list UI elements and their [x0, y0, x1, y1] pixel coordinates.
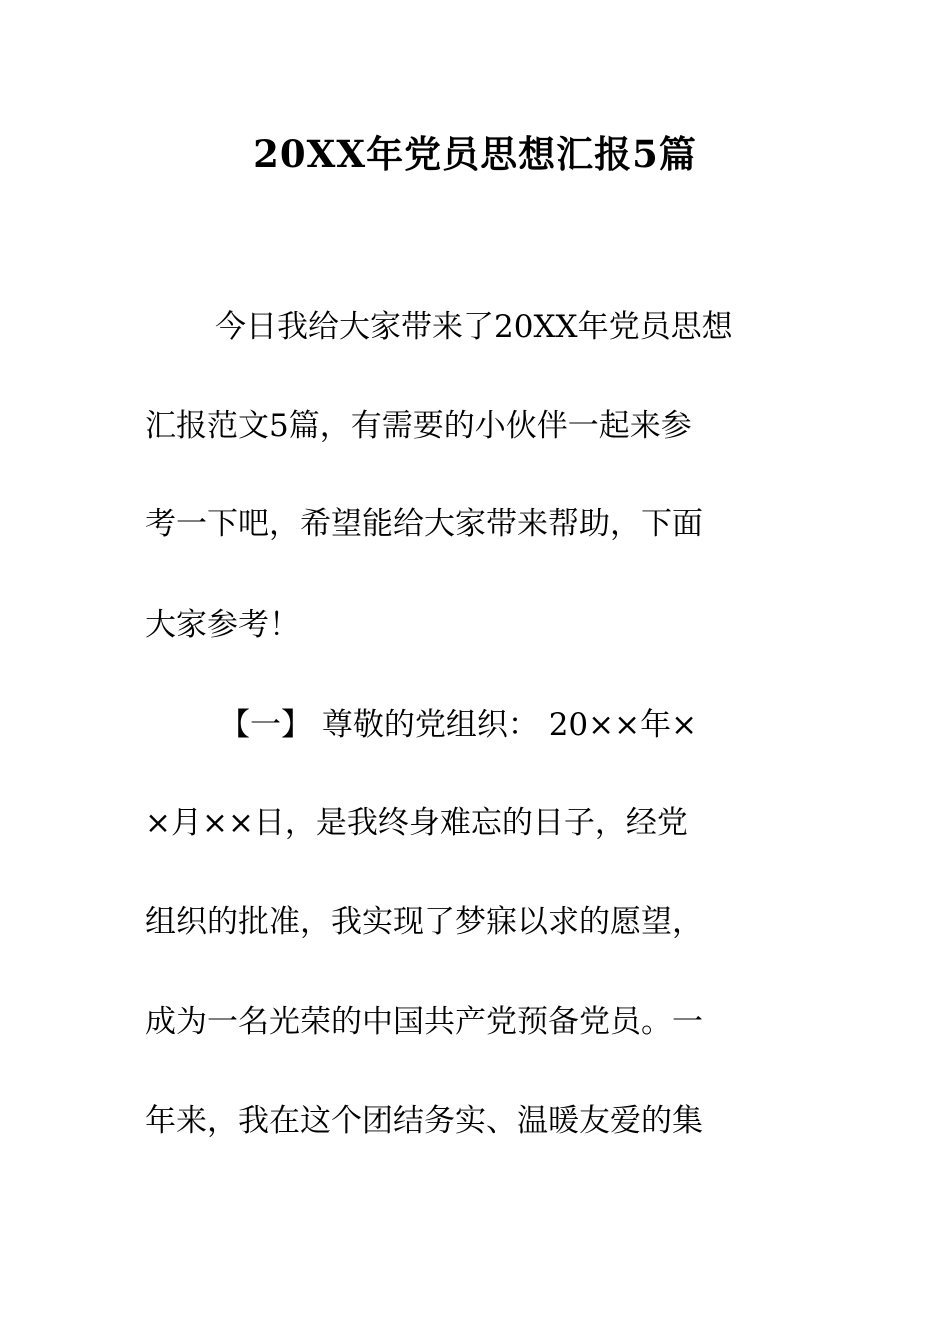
- text-line: 考一下吧，希望能给大家带来帮助，下面: [145, 506, 703, 542]
- text-line: 大家参考！: [145, 607, 300, 643]
- document-title: 20XX年党员思想汇报5篇: [253, 132, 697, 176]
- text-line: 今日我给大家带来了20XX年党员思想: [215, 309, 733, 345]
- text-line: 成为一名光荣的中国共产党预备党员。一: [145, 1004, 703, 1040]
- text-line: 组织的批准，我实现了梦寐以求的愿望，: [145, 904, 703, 940]
- text-line: 年来，我在这个团结务实、温暖友爱的集: [145, 1103, 703, 1139]
- text-line: ×月××日，是我终身难忘的日子，经党: [145, 805, 688, 841]
- text-line: 汇报范文5篇，有需要的小伙伴一起来参: [145, 408, 692, 444]
- text-line: 【一】 尊敬的党组织： 20××年×: [219, 707, 698, 743]
